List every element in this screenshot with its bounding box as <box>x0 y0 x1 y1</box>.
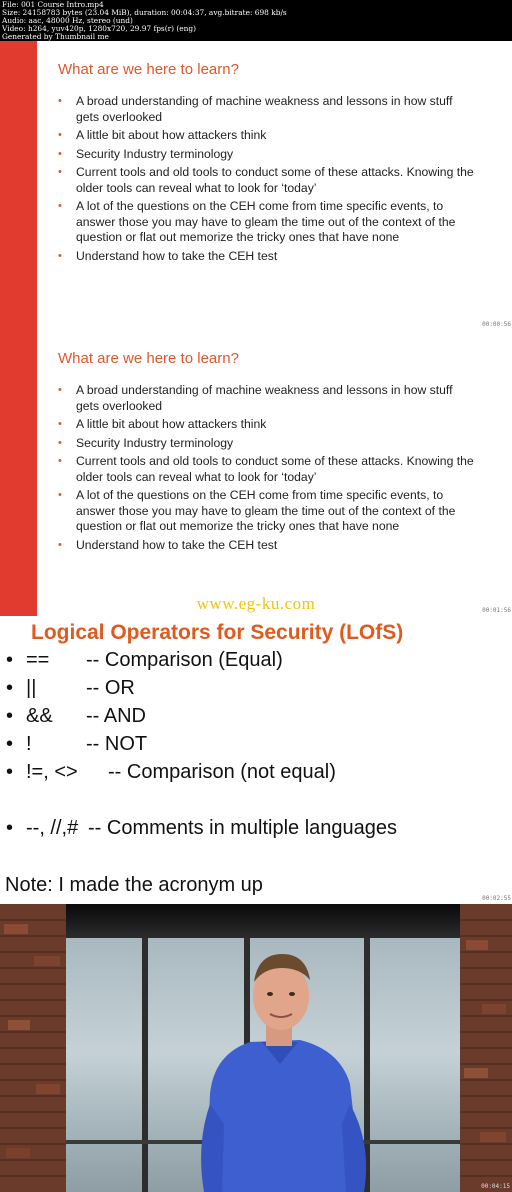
bullet-dot: • <box>6 733 14 755</box>
bullet-dot: • <box>6 677 14 699</box>
bullet-list <box>58 383 478 556</box>
list-item <box>6 733 476 761</box>
bullet-dot: • <box>6 649 14 671</box>
list-item: • Current tools and old tools to conduct some of these attacks. Knowing the older tools can reveal what to look for ‘today’ <box>58 454 478 485</box>
note-text: Note: I made the acronym up <box>5 874 263 896</box>
list-item: • A broad understanding of machine weakness and lessons in how stuff gets overlooked <box>58 94 478 125</box>
slide-accent-bar <box>0 330 37 616</box>
operator-description: -- Comments in multiple languages <box>88 817 398 839</box>
operator-list <box>6 649 476 845</box>
thumbnail-slide-2 <box>0 330 512 616</box>
list-item: • Understand how to take the CEH test <box>58 249 478 265</box>
file-info-header <box>0 0 512 41</box>
video-info-line: Video: h264, yuv420p, 1280x720, 29.97 fps(r) (eng) <box>2 24 197 34</box>
list-item: • A broad understanding of machine weakness and lessons in how stuff gets overlooked <box>58 383 478 414</box>
bullet-dot: • <box>6 761 14 783</box>
bullet-list <box>58 94 478 267</box>
list-item: • Security Industry terminology <box>58 436 478 452</box>
list-item <box>6 677 476 705</box>
list-item: • A little bit about how attackers think <box>58 128 478 144</box>
operator-symbol: ! <box>26 733 32 755</box>
frame-timestamp: 00:01:56 <box>482 607 511 614</box>
list-item: • A lot of the questions on the CEH come from time specific events, to answer those you may have to gleam the time out of the context of the question or flat out memorize the tricky ones that have none <box>58 199 478 246</box>
generator-line: Generated by Thumbnail me <box>2 32 109 41</box>
slide-title: What are we here to learn? <box>58 350 239 367</box>
list-item <box>6 649 476 677</box>
presenter-figure <box>0 904 512 1192</box>
operator-symbol: !=, <> <box>26 761 78 783</box>
list-item <box>6 761 476 789</box>
operator-symbol: || <box>26 677 37 699</box>
list-item: • Understand how to take the CEH test <box>58 538 478 554</box>
frame-timestamp: 00:04:15 <box>481 1183 510 1190</box>
slide-title: Logical Operators for Security (LOfS) <box>31 621 404 644</box>
operator-symbol: --, //,# <box>26 817 79 839</box>
list-item: • Current tools and old tools to conduct some of these attacks. Knowing the older tools can reveal what to look for ‘today’ <box>58 165 478 196</box>
watermark-text: www.eg-ku.com <box>196 594 316 613</box>
thumbnail-slide-3 <box>0 616 512 904</box>
operator-description: -- OR <box>86 677 135 699</box>
operator-description: -- Comparison (Equal) <box>86 649 283 671</box>
thumbnail-slide-1 <box>0 41 512 330</box>
thumbnail-video-frame <box>0 904 512 1192</box>
file-size-line: Size: 24158783 bytes (23.04 MiB), duration: 00:04:37, avg.bitrate: 698 kb/s <box>2 8 287 18</box>
frame-timestamp: 00:02:55 <box>482 895 511 902</box>
frame-timestamp: 00:00:56 <box>482 321 511 328</box>
list-item <box>6 817 476 845</box>
operator-description: -- Comparison (not equal) <box>108 761 336 783</box>
operator-description: -- NOT <box>86 733 148 755</box>
operator-symbol: && <box>26 705 53 727</box>
list-item: • A lot of the questions on the CEH come from time specific events, to answer those you may have to gleam the time out of the context of the question or flat out memorize the tricky ones that have none <box>58 488 478 535</box>
operator-symbol: == <box>26 649 50 671</box>
bullet-dot: • <box>6 705 14 727</box>
file-name-line: File: 001 Course Intro.mp4 <box>2 0 104 9</box>
list-item <box>6 705 476 733</box>
slide-accent-bar <box>0 41 37 330</box>
list-item: • Security Industry terminology <box>58 147 478 163</box>
slide-title: What are we here to learn? <box>58 61 239 78</box>
list-item: • A little bit about how attackers think <box>58 417 478 433</box>
operator-description: -- AND <box>86 705 146 727</box>
bullet-dot: • <box>6 817 14 839</box>
audio-info-line: Audio: aac, 48000 Hz, stereo (und) <box>2 16 133 26</box>
